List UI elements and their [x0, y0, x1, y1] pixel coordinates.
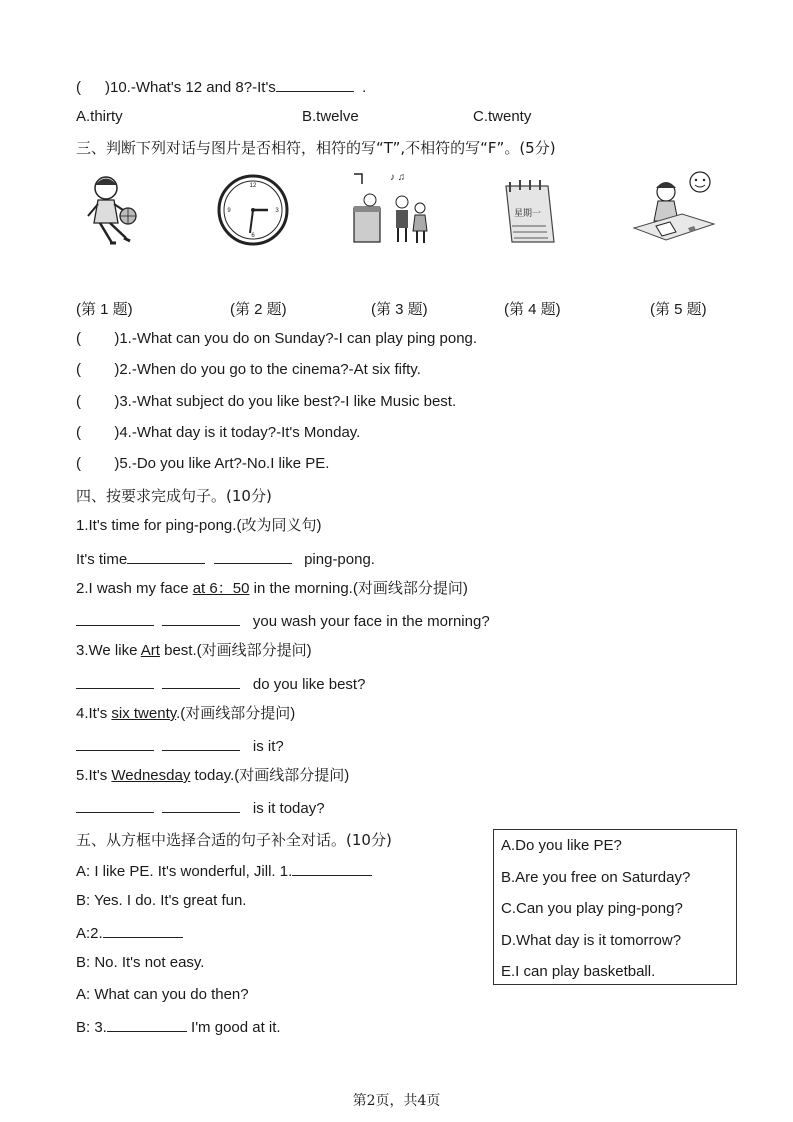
s4-q2-underlined: at 6：50: [192, 580, 250, 597]
svg-text:3: 3: [275, 208, 279, 214]
answer-blank[interactable]: [162, 673, 240, 689]
answer-blank[interactable]: [103, 922, 183, 938]
dialog-line-4: B: No. It's not easy.: [76, 954, 205, 971]
box-option-c: C.Can you play ping-pong?: [501, 900, 683, 917]
picture-caption-4: (第 4 题): [504, 301, 561, 318]
dialog-line-5: A: What can you do then?: [76, 986, 249, 1003]
answer-blank[interactable]: [162, 610, 240, 626]
dialog-text: B: 3.: [76, 1019, 107, 1036]
s4-q1-stem: 1.It's time for ping-pong.(改为同义句): [76, 517, 322, 534]
q10-option-c: C.twenty: [473, 108, 532, 125]
s4-q3-post: best.(对画线部分提问): [159, 642, 312, 659]
s4-q1-pre: It's time: [76, 551, 128, 568]
answer-blank[interactable]: [76, 610, 154, 626]
s4-q5-underlined: Wednesday: [111, 767, 191, 784]
music-class-icon: [350, 168, 434, 258]
calendar-icon: [502, 176, 558, 248]
judge-item-1: ( )1.-What can you do on Sunday?-I can play ping pong.: [76, 330, 478, 347]
s4-q2-pre: 2.I wash my face: [76, 580, 193, 597]
judge-item-2: ( )2.-When do you go to the cinema?-At six fifty.: [76, 361, 421, 378]
section-4-heading: 四、按要求完成句子。(10分): [76, 487, 272, 505]
q10-paren: (: [76, 79, 81, 96]
s4-q3-stem: [76, 641, 312, 661]
section-3-heading: 三、判断下列对话与图片是否相符，相符的写“T”,不相符的写“F”。(5分): [76, 139, 556, 157]
answer-blank[interactable]: [76, 735, 154, 751]
answer-blank[interactable]: [162, 797, 240, 813]
dialog-text: A:2.: [76, 925, 103, 942]
answer-blank[interactable]: [107, 1016, 187, 1032]
s4-q3-answer-text: do you like best?: [252, 676, 366, 693]
picture-caption-2: (第 2 题): [230, 301, 287, 318]
s4-q1-post: ping-pong.: [304, 551, 375, 568]
q10-stem: )10.-What's 12 and 8?-It's: [105, 79, 276, 96]
s4-q5-answer-text: is it today?: [252, 800, 325, 817]
answer-blank[interactable]: [162, 735, 240, 751]
svg-text:♪ ♫: ♪ ♫: [390, 172, 406, 183]
q10-option-b: B.twelve: [302, 108, 359, 125]
question-10: [76, 76, 366, 98]
s4-q3-pre: 3.We like: [76, 642, 141, 659]
s4-q3-underlined: Art: [140, 642, 160, 659]
girl-drawing-icon: [632, 168, 716, 252]
box-option-d: D.What day is it tomorrow?: [501, 931, 682, 949]
judge-item-3: ( )3.-What subject do you like best?-I like Music best.: [76, 393, 457, 410]
s4-q4-answer-text: is it?: [252, 738, 284, 755]
q10-tail: .: [362, 79, 367, 96]
dialog-line-3: [76, 922, 183, 944]
picture-caption-1: (第 1 题): [76, 301, 133, 318]
box-option-b: B.Are you free on Saturday?: [501, 868, 691, 886]
s4-q5-answer: [76, 797, 325, 819]
answer-blank[interactable]: [292, 860, 372, 876]
svg-text:12: 12: [249, 183, 257, 189]
options-box: [493, 829, 737, 985]
clock-icon: [217, 172, 289, 248]
dialog-line-1: [76, 860, 372, 882]
dialog-line-6: [76, 1016, 281, 1038]
s4-q4-answer: [76, 735, 284, 757]
svg-text:9: 9: [227, 208, 231, 214]
answer-blank[interactable]: [276, 76, 354, 92]
s4-q1-answer: [76, 548, 375, 570]
picture-caption-3: (第 3 题): [371, 301, 428, 318]
answer-blank[interactable]: [214, 548, 292, 564]
dialog-text: A: I like PE. It's wonderful, Jill. 1.: [76, 863, 293, 880]
answer-blank[interactable]: [127, 548, 205, 564]
s4-q5-stem: [76, 766, 349, 786]
q10-option-a: A.thirty: [76, 108, 123, 125]
dialog-after: I'm good at it.: [186, 1019, 281, 1036]
box-option-e: E.I can play basketball.: [501, 963, 656, 980]
answer-blank[interactable]: [76, 797, 154, 813]
judge-item-5: ( )5.-Do you like Art?-No.I like PE.: [76, 455, 330, 472]
s4-q2-answer-text: you wash your face in the morning?: [252, 613, 490, 630]
s4-q4-underlined: six twenty: [111, 705, 177, 722]
page-footer: 第2页，共4页: [352, 1093, 441, 1109]
s4-q3-answer: [76, 673, 365, 695]
judge-item-4: ( )4.-What day is it today?-It's Monday.: [76, 424, 361, 441]
s4-q5-pre: 5.It's: [76, 767, 112, 784]
s4-q2-answer: [76, 610, 490, 632]
s4-q2-stem: [76, 579, 468, 599]
calendar-text: 星期一: [514, 209, 542, 219]
svg-text:6: 6: [251, 233, 255, 239]
answer-blank[interactable]: [76, 673, 154, 689]
s4-q5-post: today.(对画线部分提问): [190, 767, 350, 784]
s4-q4-post: .(对画线部分提问): [176, 705, 296, 722]
dialog-line-2: B: Yes. I do. It's great fun.: [76, 892, 247, 909]
s4-q2-post: in the morning.(对画线部分提问): [249, 580, 468, 597]
box-option-a: A.Do you like PE?: [501, 837, 622, 854]
s4-q4-stem: [76, 704, 295, 724]
s4-q4-pre: 4.It's: [76, 705, 112, 722]
boy-basketball-icon: [82, 168, 144, 258]
section-5-heading: 五、从方框中选择合适的句子补全对话。(10分): [76, 831, 392, 849]
picture-caption-5: (第 5 题): [650, 301, 707, 318]
